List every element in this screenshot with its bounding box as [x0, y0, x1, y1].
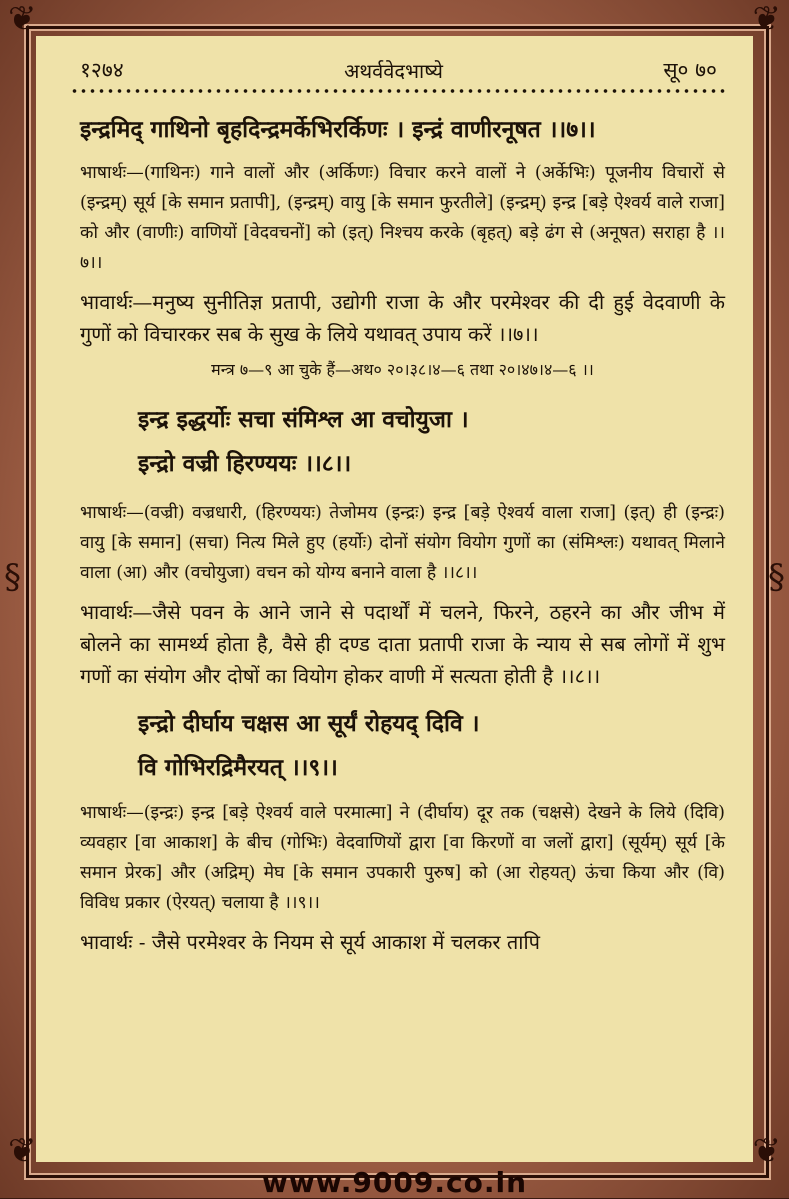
- reference-note: मन्त्र ७—९ आ चुके हैं—अथ० २०।३८।४—६ तथा २०।४७।४—६ ।।: [211, 360, 594, 379]
- corner-scroll-icon: ❦: [752, 1131, 781, 1171]
- bhashya-7: भाषार्थः—(गाथिनः) गाने वालों और (अर्किणः) विचार करने वालों ने (अर्केभिः) पूजनीय विचारों से (इन्द्रम्) सूर्य [के समान प्रतापी], (इन्द्रम्) वायु [के समान फुरतीले] (इन्द्रम्) इन्द्र [बड़े ऐश्वर्य वाले राजा] को और (वाणीः) वाणियों [वेदवचनों] को (इत्) निश्चय करके (बृहत्) बड़े ढंग से (अनूषत) सराहा है ।।७।।: [80, 163, 725, 273]
- corner-scroll-icon: ❦: [8, 0, 37, 39]
- bhavartha-9: भावार्थः - जैसे परमेश्वर के नियम से सूर्य आकाश में चलकर तापि: [80, 930, 541, 954]
- bhashya-9: भाषार्थः—(इन्द्रः) इन्द्र [बड़े ऐश्वर्य वाले परमात्मा] ने (दीर्घाय) दूर तक (चक्षसे) देखने के लिये (दिवि) व्यवहार [वा आकाश] के बीच (गोभिः) वेदवाणियों द्वारा [वा किरणों वा जलों द्वारा] (सूर्यम्) सूर्य [के समान प्रेरक] और (अद्रिम्) मेघ [के समान उपकारी पुरुष] को (आ रोहयत्) ऊंचा किया और (वि) विविध प्रकार (ऐरयत्) चलाया है ।।९।।: [80, 803, 725, 913]
- mantra-7: इन्द्रमिद् गाथिनो बृहदिन्द्रमर्केभिरर्किणः । इन्द्रं वाणीरनूषत ।।७।।: [80, 116, 596, 143]
- bhavartha-7: भावार्थः—मनुष्य सुनीतिज्ञ प्रतापी, उद्योगी राजा के और परमेश्वर की दी हुई वेदवाणी के गुणों को विचारकर सब के सुख के लिये यथावत् उपाय करें ।।७।।: [80, 290, 725, 346]
- sukta-label: सू० ७०: [663, 58, 717, 82]
- mantra-9-line2: वि गोभिरद्रिमैरयत् ।।९।।: [138, 754, 338, 781]
- document-page: [36, 36, 753, 1162]
- corner-scroll-icon: ❦: [8, 1131, 37, 1171]
- page-header: [80, 36, 725, 84]
- mantra-8-line1: इन्द्र इद्धर्योः सचा संमिश्ल आ वचोयुजा ।: [138, 406, 469, 433]
- website-footer: www.9009.co.in: [261, 1166, 527, 1199]
- side-scroll-icon: §: [768, 557, 785, 597]
- dotted-divider: [70, 88, 725, 94]
- mantra-8-line2: इन्द्रो वज्री हिरण्ययः ।।८।।: [138, 450, 352, 477]
- corner-scroll-icon: ❦: [752, 0, 781, 39]
- page-number: १२७४: [80, 58, 124, 82]
- bhashya-8: भाषार्थः—(वज्री) वज्रधारी, (हिरण्ययः) तेजोमय (इन्द्रः) इन्द्र [बड़े ऐश्वर्य वाला राजा] (इत्) ही (इन्द्रः) वायु [के समान] (सचा) नित्य मिले हुए (हर्योः) दोनों संयोग वियोग गुणों का (संमिश्लः) यथावत् मिलाने वाला (आ) और (वचोयुजा) वचन को योग्य बनाने वाला है ।।८।।: [80, 503, 725, 583]
- mantra-9-line1: इन्द्रो दीर्घाय चक्षस आ सूर्यं रोहयद् दिवि ।: [138, 710, 480, 737]
- book-title: अथर्ववेदभाष्ये: [344, 59, 443, 83]
- bhavartha-8: भावार्थः—जैसे पवन के आने जाने से पदार्थों में चलने, फिरने, ठहरने का और जीभ में बोलने का सामर्थ्य होता है, वैसे ही दण्ड दाता प्रतापी राजा के न्याय से सब लोगों में शुभ गणों का संयोग और दोषों का वियोग होकर वाणी में सत्यता होती है ।।८।।: [80, 600, 725, 688]
- side-scroll-icon: §: [4, 557, 21, 597]
